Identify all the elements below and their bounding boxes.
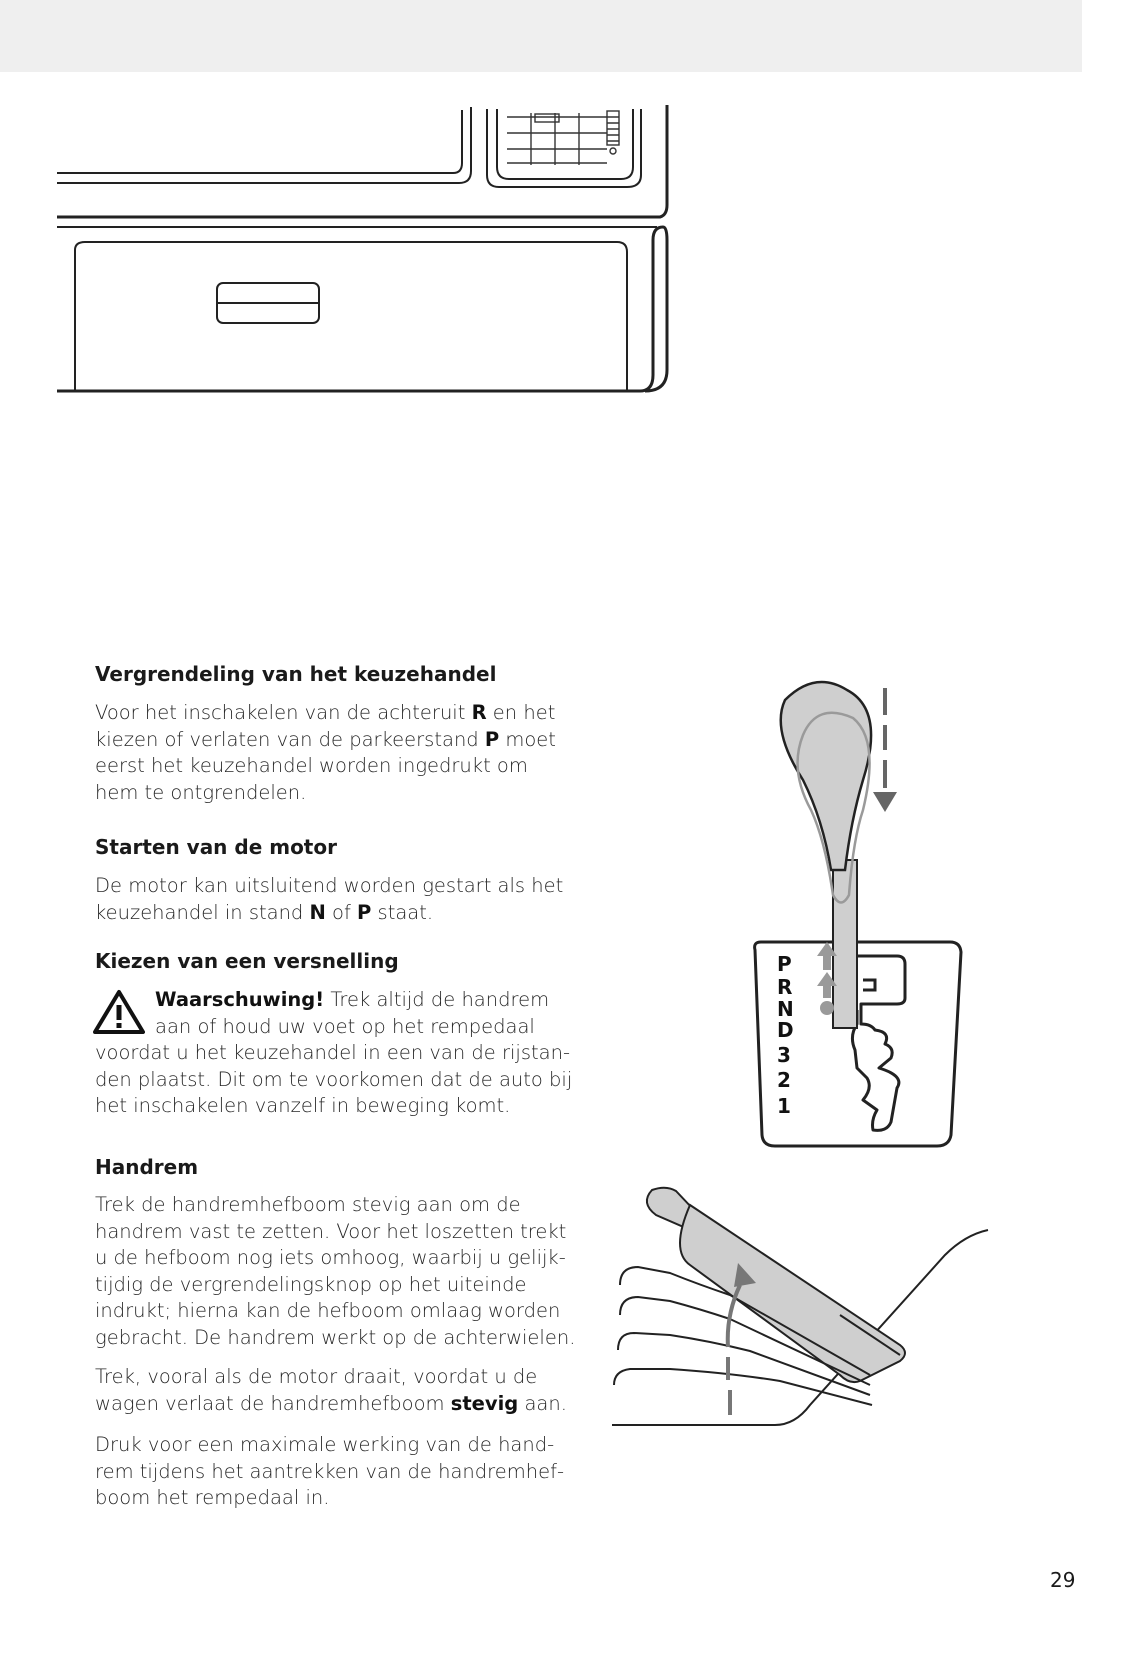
gear-position-label: P xyxy=(777,952,792,976)
gear-position-label: 2 xyxy=(777,1068,791,1092)
text-line: wagen verlaat de handremhefboom stevig aan. xyxy=(95,1391,567,1415)
gear-position-label: R xyxy=(777,975,793,999)
heading-handrem: Handrem xyxy=(95,1155,199,1179)
text-line: kiezen of verlaten van de parkeerstand P moet xyxy=(95,727,556,751)
text-line: gebracht. De handrem werkt op de achterwielen. xyxy=(95,1325,576,1349)
gear-position-label: 1 xyxy=(777,1094,791,1118)
push-down-arrow xyxy=(873,688,897,812)
text-line: rem tijdens het aantrekken van de handremhef- xyxy=(95,1459,564,1483)
text-line: boom het rempedaal in. xyxy=(95,1486,330,1509)
heading-versnelling: Kiezen van een versnelling xyxy=(95,949,399,973)
warning-line: den plaatst. Dit om te voorkomen dat de auto bij xyxy=(95,1067,573,1091)
paragraph-handrem-2 xyxy=(95,1364,595,1417)
page-number: 29 xyxy=(1050,1568,1076,1592)
paragraph-handrem-3 xyxy=(95,1432,595,1512)
handbrake-lever xyxy=(647,1188,905,1382)
text-line: Druk voor een maximale werking van de hand- xyxy=(95,1433,555,1456)
text-line: De motor kan uitsluitend worden gestart als het xyxy=(95,874,564,897)
text-line: keuzehandel in stand N of P staat. xyxy=(95,900,434,924)
text-line: indrukt; hierna kan de hefboom omlaag worden xyxy=(95,1299,561,1322)
heading-starten: Starten van de motor xyxy=(95,835,337,859)
warning-line: voordat u het keuzehandel in een van de rijstan- xyxy=(95,1041,570,1064)
text-line: handrem vast te zetten. Voor het loszetten trekt xyxy=(95,1219,567,1243)
gear-position-label: N xyxy=(777,997,794,1021)
gear-position-label: 3 xyxy=(777,1043,791,1067)
text-line: hem te ontgrendelen. xyxy=(95,780,307,804)
glovebox-illustration xyxy=(55,105,705,415)
text-line: Trek, vooral als de motor draait, voordat u de xyxy=(95,1365,538,1388)
text-line: tijdig de vergrendelingsknop op het uiteinde xyxy=(95,1272,527,1296)
paragraph-handrem-1 xyxy=(95,1192,595,1351)
text-line: Trek de handremhefboom stevig aan om de xyxy=(95,1193,521,1216)
warning-line: het inschakelen vanzelf in beweging komt. xyxy=(95,1094,511,1117)
warning-block xyxy=(95,987,615,1120)
heading-vergrendeling: Vergrendeling van het keuzehandel xyxy=(95,662,497,686)
gear-selector-illustration xyxy=(745,680,995,1150)
warning-line: aan of houd uw voet op het rempedaal xyxy=(155,1014,535,1038)
gear-position-label: D xyxy=(777,1018,794,1042)
text-line: eerst het keuzehandel worden ingedrukt om xyxy=(95,754,528,777)
text-line: Voor het inschakelen van de achteruit R en het xyxy=(95,701,556,724)
warning-triangle-icon xyxy=(93,989,145,1035)
top-band xyxy=(0,0,1082,72)
warning-line: Waarschuwing! Trek altijd de handrem xyxy=(155,988,550,1011)
handbrake-illustration xyxy=(610,1175,1030,1455)
paragraph-starten xyxy=(95,873,595,926)
warning-title: Waarschuwing! xyxy=(155,988,325,1011)
paragraph-vergrendeling xyxy=(95,700,595,806)
text-line: u de hefboom nog iets omhoog, waarbij u gelijk- xyxy=(95,1246,566,1269)
